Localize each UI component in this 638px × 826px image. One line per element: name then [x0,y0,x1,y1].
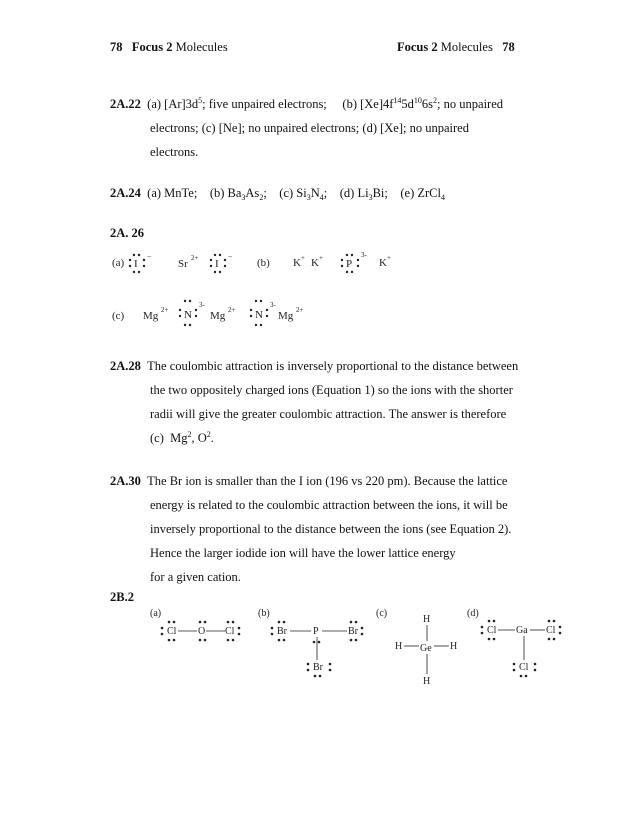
q26-mg3: Mg [278,310,294,322]
q2b2-b-p: P [313,626,319,637]
q26-dot [260,324,262,326]
q28-line3: radii will give the greater coulombic attraction. The answer is therefore [150,407,507,421]
header-title-left: Molecules [175,40,228,54]
q26-sr-charge: 2+ [191,254,199,262]
q26-dot [143,265,145,267]
q2b2-d-cl1: Cl [487,625,497,636]
q22-b-sup1: 14 [393,96,402,105]
q26-dot [179,309,181,311]
q26-dot [195,315,197,317]
q26-dot [219,271,221,273]
q24-c-sub1: 3 [306,193,311,202]
page-number-left: 78 [110,40,123,54]
q22-b-sup2: 10 [413,96,422,105]
q26-dot [351,271,353,273]
q26-dot [266,309,268,311]
q24-c-end: ; [323,186,328,200]
q24-b-sub1: 3 [241,193,246,202]
q26-n2-charge: 3- [270,301,276,309]
q26-dot [133,254,135,256]
q22-b-text: (b) [Xe]4f [342,97,394,111]
q22-line3: electrons. [150,145,199,159]
q26-mg2: Mg [210,310,226,322]
page-number-right: 78 [502,40,515,54]
q26-dot [179,315,181,317]
q26-dot [189,324,191,326]
q2b2-c-tag: (c) [376,608,388,619]
q26-lewis-structures-b [330,245,420,285]
q26-dot [210,259,212,261]
q22-a-text: (a) [Ar]3d [147,97,199,111]
q22-line1 [110,97,503,112]
q24-label: 2A.24 [110,186,141,200]
q28-line1-text: The coulombic attraction is inversely proportional to the distance between [147,359,519,373]
q26-p-charge: 3- [361,251,367,259]
q26-dot [357,265,359,267]
q26-dot [357,259,359,261]
q22-a-sup: 5 [198,96,203,105]
q26-dot [184,324,186,326]
q28-label: 2A.28 [110,359,141,373]
q26-mg1: Mg [143,310,159,322]
q2b2-c-h-left: H [395,641,403,652]
q26-dot [224,265,226,267]
q30-label: 2A.30 [110,474,141,488]
q26-dot [184,300,186,302]
q24-b: (b) Ba [209,186,242,200]
q26-dot [250,309,252,311]
q24-e: (e) ZrCl [400,186,441,200]
q22-line2: electrons; (c) [Ne]; no unpaired electrons; (d) [Xe]; no unpaired [150,121,469,135]
q26-k3-charge: + [387,254,391,262]
q22-label: 2A.22 [110,97,141,111]
q26-i2: I [215,258,219,270]
q28-line1 [110,359,518,374]
q22-b-sup3: 2 [433,96,438,105]
q24-c: (c) Si [279,186,307,200]
q26-dot [214,254,216,256]
q26-k2-charge: + [319,254,323,262]
q2b2-a-tag: (a) [150,608,162,619]
q26-n2: N [255,309,263,321]
q2b2-b-br1: Br [277,626,287,637]
q26-minus1: − [147,252,152,261]
q26-lewis-structures-c [110,297,330,337]
q2b2-b-br3: Br [313,662,323,673]
q28-c-tag: (c) [150,431,164,445]
q2b2-b-br2: Br [348,626,358,637]
page-header-left [110,40,228,55]
q26-dot [250,315,252,317]
q30-line1-text: The Br ion is smaller than the I ion (196 vs 220 pm). Because the lattice [147,474,508,488]
q22-a-rest: ; five unpaired electrons; [202,97,327,111]
q2b2-b-tag: (b) [258,608,270,619]
q26-dot [341,265,343,267]
q24-c-sub2: 4 [319,193,324,202]
q2b2-c-h-bottom: H [423,676,431,687]
q26-dot [255,300,257,302]
q24-line [110,186,445,201]
q28-mg: Mg [170,431,188,445]
q28-o-sup: 2 [206,430,211,439]
q26-dot [219,254,221,256]
q26-dot [138,271,140,273]
q26-dot [189,300,191,302]
q26-dot [346,271,348,273]
q26-n1: N [184,309,192,321]
q26-i1: I [134,258,138,270]
q30-line2: energy is related to the coulombic attraction between the ions, it will be [150,498,508,512]
q28-mg-sup: 2 [187,430,192,439]
q22-b-mid2: 6s [421,97,434,111]
q2b2-lewis-structures [140,604,580,694]
q24-e-sub: 4 [440,193,445,202]
q30-line3: inversely proportional to the distance between the ions (see Equation 2). [150,522,512,536]
q26-n1-charge: 3- [199,301,205,309]
q24-d: (d) Li [339,186,369,200]
q26-dot [133,271,135,273]
q26-dot [195,309,197,311]
q26-dot [266,315,268,317]
q2b2-d-cl2: Cl [546,625,556,636]
q2b2-d-ga: Ga [516,625,528,636]
q28-o: , O [191,431,207,445]
q22-b-mid1: 5d [401,97,414,111]
q30-line5: for a given cation. [150,570,241,584]
q26-dot [351,254,353,256]
q24-b-end: ; [263,186,267,200]
q24-b-mid: As [245,186,260,200]
q26-c-tag: (c) [112,310,125,322]
q2b2-a-cl1: Cl [167,626,177,637]
q26-a-tag: (a) [112,257,125,269]
q26-dot [129,259,131,261]
q2b2-label: 2B.2 [110,590,134,604]
q26-b-tag: (b) [257,257,270,269]
q22-b-rest: ; no unpaired [437,97,504,111]
q2b2-a-cl2: Cl [225,626,235,637]
q24-a: (a) MnTe; [147,186,198,200]
q26-mg2-charge: 2+ [228,306,236,314]
q2b2-d-cl3: Cl [519,662,529,673]
q26-dot [129,265,131,267]
q26-sr: Sr [178,258,188,270]
q2b2-c-h-right: H [450,641,458,652]
q26-k2: K [311,257,319,269]
q26-k1-charge: + [301,254,305,262]
q2b2-a-o: O [198,626,206,637]
q26-dot [260,300,262,302]
q26-k3: K [379,257,387,269]
q24-d-end: Bi; [372,186,388,200]
q26-dot [214,271,216,273]
header-focus-right: Focus 2 [397,40,438,54]
q30-line4: Hence the larger iodide ion will have the lower lattice energy [150,546,456,560]
q2b2-c-h-top: H [423,614,431,625]
q26-mg1-charge: 2+ [161,306,169,314]
q26-dot [224,259,226,261]
q26-label: 2A. 26 [110,226,145,240]
q28-line2: the two oppositely charged ions (Equation 1) so the ions with the shorter [150,383,513,397]
q28-end: . [210,431,214,445]
q26-dot [255,324,257,326]
q24-c-mid: N [310,186,320,200]
q26-dot [341,259,343,261]
q28-line4 [150,431,214,446]
header-title-right: Molecules [440,40,493,54]
q26-mg3-charge: 2+ [296,306,304,314]
q26-dot [143,259,145,261]
q30-line1 [110,474,507,489]
header-focus-left: Focus 2 [131,40,173,54]
q26-minus2: − [228,252,233,261]
q24-d-sub: 3 [368,193,373,202]
q26-p: P [346,258,353,270]
q26-dot [210,265,212,267]
q26-dot [138,254,140,256]
q2b2-d-tag: (d) [467,608,479,619]
q26-dot [346,254,348,256]
q2b2-c-ge: Ge [420,643,432,654]
page-header-right [397,40,515,55]
q24-b-sub2: 2 [259,193,264,202]
q26-k1: K [293,257,301,269]
